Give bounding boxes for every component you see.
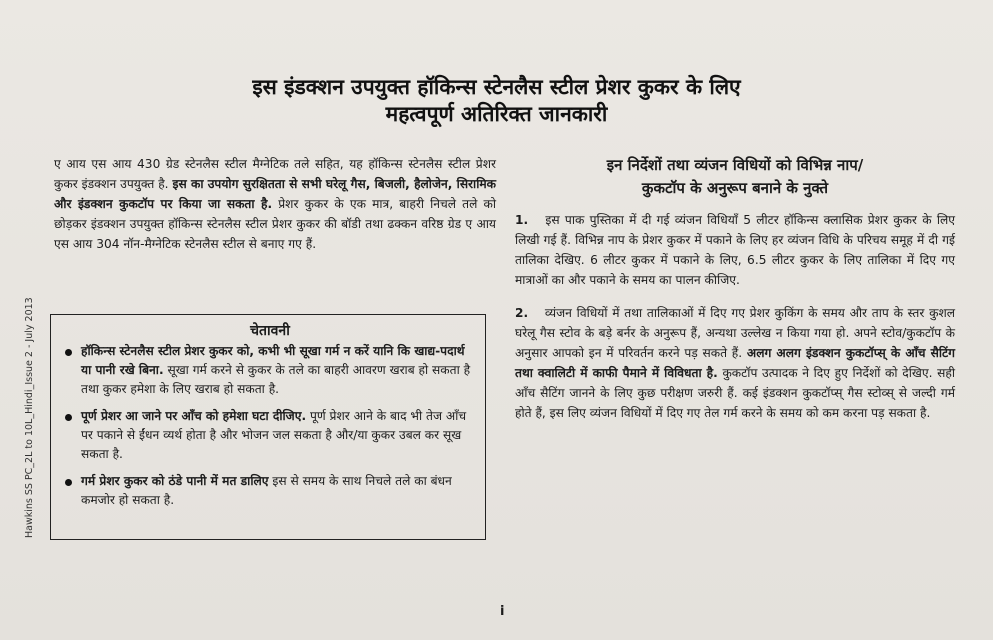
warning-item xyxy=(65,472,475,510)
intro-bold-text: इस का उपयोग सुरक्षितता से सभी घरेलू गैस, बिजली, हैलोजेन, सिरामिक और इंडक्शन कुकटॉप पर किया जा सकता है. xyxy=(54,177,497,211)
warning-item-bold: पूर्ण प्रेशर आ जाने पर आँच को हमेशा घटा दीजिए. xyxy=(81,409,307,423)
title-line-1: इस इंडक्शन उपयुक्त हॉकिन्स स्टेनलैस स्टील प्रेशर कुकर के लिए xyxy=(252,75,741,99)
tip-bold-text: अलग अलग इंडक्शन कुकटॉप्स् के आँच सैटिंग तथा क्वालिटी में काफी पैमाने में विविधता है. xyxy=(515,346,956,380)
intro-text-1: ए आय एस आय 430 ग्रेड स्टेनलैस स्टील मैग्नेटिक तले सहित, यह हॉकिन्स स्टेनलैस स्टील प्रेशर कुकर इंडक्शन उपयुक्त है. xyxy=(54,157,496,191)
intro-text-2: प्रेशर कुकर के एक मात्र, बाहरी निचले तले को छोड़कर इंडक्शन उपयुक्त हॉकिन्स स्टेनलैस स्टील प्रेशर कुकर की बॉडी तथा ढक्कन वरिष्ठ ग्रेड ए आय एस आय 304 नॉन-मैग्नेटिक स्टेनलैस स्टील से बनाए गए हैं. xyxy=(54,197,496,251)
tip-item xyxy=(515,303,955,423)
tips-heading-line-2: कुकटॉप के अनुरूप बनाने के नुक्ते xyxy=(641,179,829,197)
warning-box xyxy=(50,314,486,540)
tip-text-2: कुकटॉप उत्पादक ने दिए हुए निर्देशों को देखिए. सही आँच सैटिंग जानने के लिए कुछ परीक्षण जरुरी हैं. कई इंडक्शन कुकटॉप्स् गैस स्टोव्स् से जल्दी गर्म होते हैं, इस लिए व्यंजन विधियों में दिए गए तेल गर्म करने के समय को कम करना पड़ सकता है. xyxy=(515,366,955,420)
title-line-2: महत्वपूर्ण अतिरिक्त जानकारी xyxy=(385,102,608,126)
page-number: i xyxy=(500,604,505,619)
tips-heading-line-1: इन निर्देशों तथा व्यंजन विधियों को विभिन्न नाप/ xyxy=(606,156,864,174)
warning-item-text: सूखा गर्म करने से कुकर के तले का बाहरी आवरण खराब हो सकता है तथा कुकर हमेशा के लिए खराब हो सकता है. xyxy=(81,363,471,396)
tip-text: इस पाक पुस्तिका में दी गई व्यंजन विधियाँ 5 लीटर हॉकिन्स क्लासिक प्रेशर कुकर के लिए लिखी गई हैं. विभिन्न नाप के प्रेशर कुकर में पकाने के लिए हर व्यंजन विधि के परिचय समूह में दी गई तालिका देखिए. 6 लीटर कुकर में पकाने के लिए, 6.5 लीटर कुकर के लिए तालिका में दिए गए मात्राओं का और पकाने के समय का पालन कीजिए. xyxy=(515,213,955,287)
warning-item xyxy=(65,407,475,464)
intro-paragraph xyxy=(54,154,496,254)
tips-section xyxy=(515,154,955,436)
tips-heading xyxy=(515,154,955,200)
warning-heading: चेतावनी xyxy=(250,323,290,339)
warning-item-bold: गर्म प्रेशर कुकर को ठंडे पानी में मत डालिए xyxy=(81,474,269,488)
warning-item-bold: हॉकिन्स स्टेनलैस स्टील प्रेशर कुकर को, कभी भी सूखा गर्म न करें यानि कि खाद्य-पदार्थ या पानी रखे बिना. xyxy=(81,344,465,377)
tip-number: 1. xyxy=(515,213,529,227)
bullet-icon xyxy=(65,479,72,486)
tip-item xyxy=(515,210,955,290)
bullet-icon xyxy=(65,349,72,356)
warning-item-text: इस से समय के साथ निचले तले का बंधन कमजोर हो सकता है. xyxy=(81,474,452,507)
tip-number: 2. xyxy=(515,306,529,320)
bullet-icon xyxy=(65,414,72,421)
page-title xyxy=(60,74,933,128)
warning-item xyxy=(65,342,475,399)
side-caption: Hawkins SS PC_2L to 10L_Hindi_Issue 2 - July 2013 xyxy=(24,297,35,538)
tip-text-1: व्यंजन विधियों में तथा तालिकाओं में दिए गए प्रेशर कुकिंग के समय और ताप के स्तर कुशल घरेलू गैस स्टोव के बड़े बर्नर के अनुरूप हैं, अन्यथा उल्लेख न किया गया हो. अपने स्टोव/कुकटॉप के अनुसार आपको इन में परिवर्तन करने पड़ सकते हैं. xyxy=(515,306,956,360)
warning-item-text: पूर्ण प्रेशर आने के बाद भी तेज आँच पर पकाने से ईंधन व्यर्थ होता है और भोजन जल सकता है और/या कुकर उबल कर सूख सकता है. xyxy=(81,409,467,461)
